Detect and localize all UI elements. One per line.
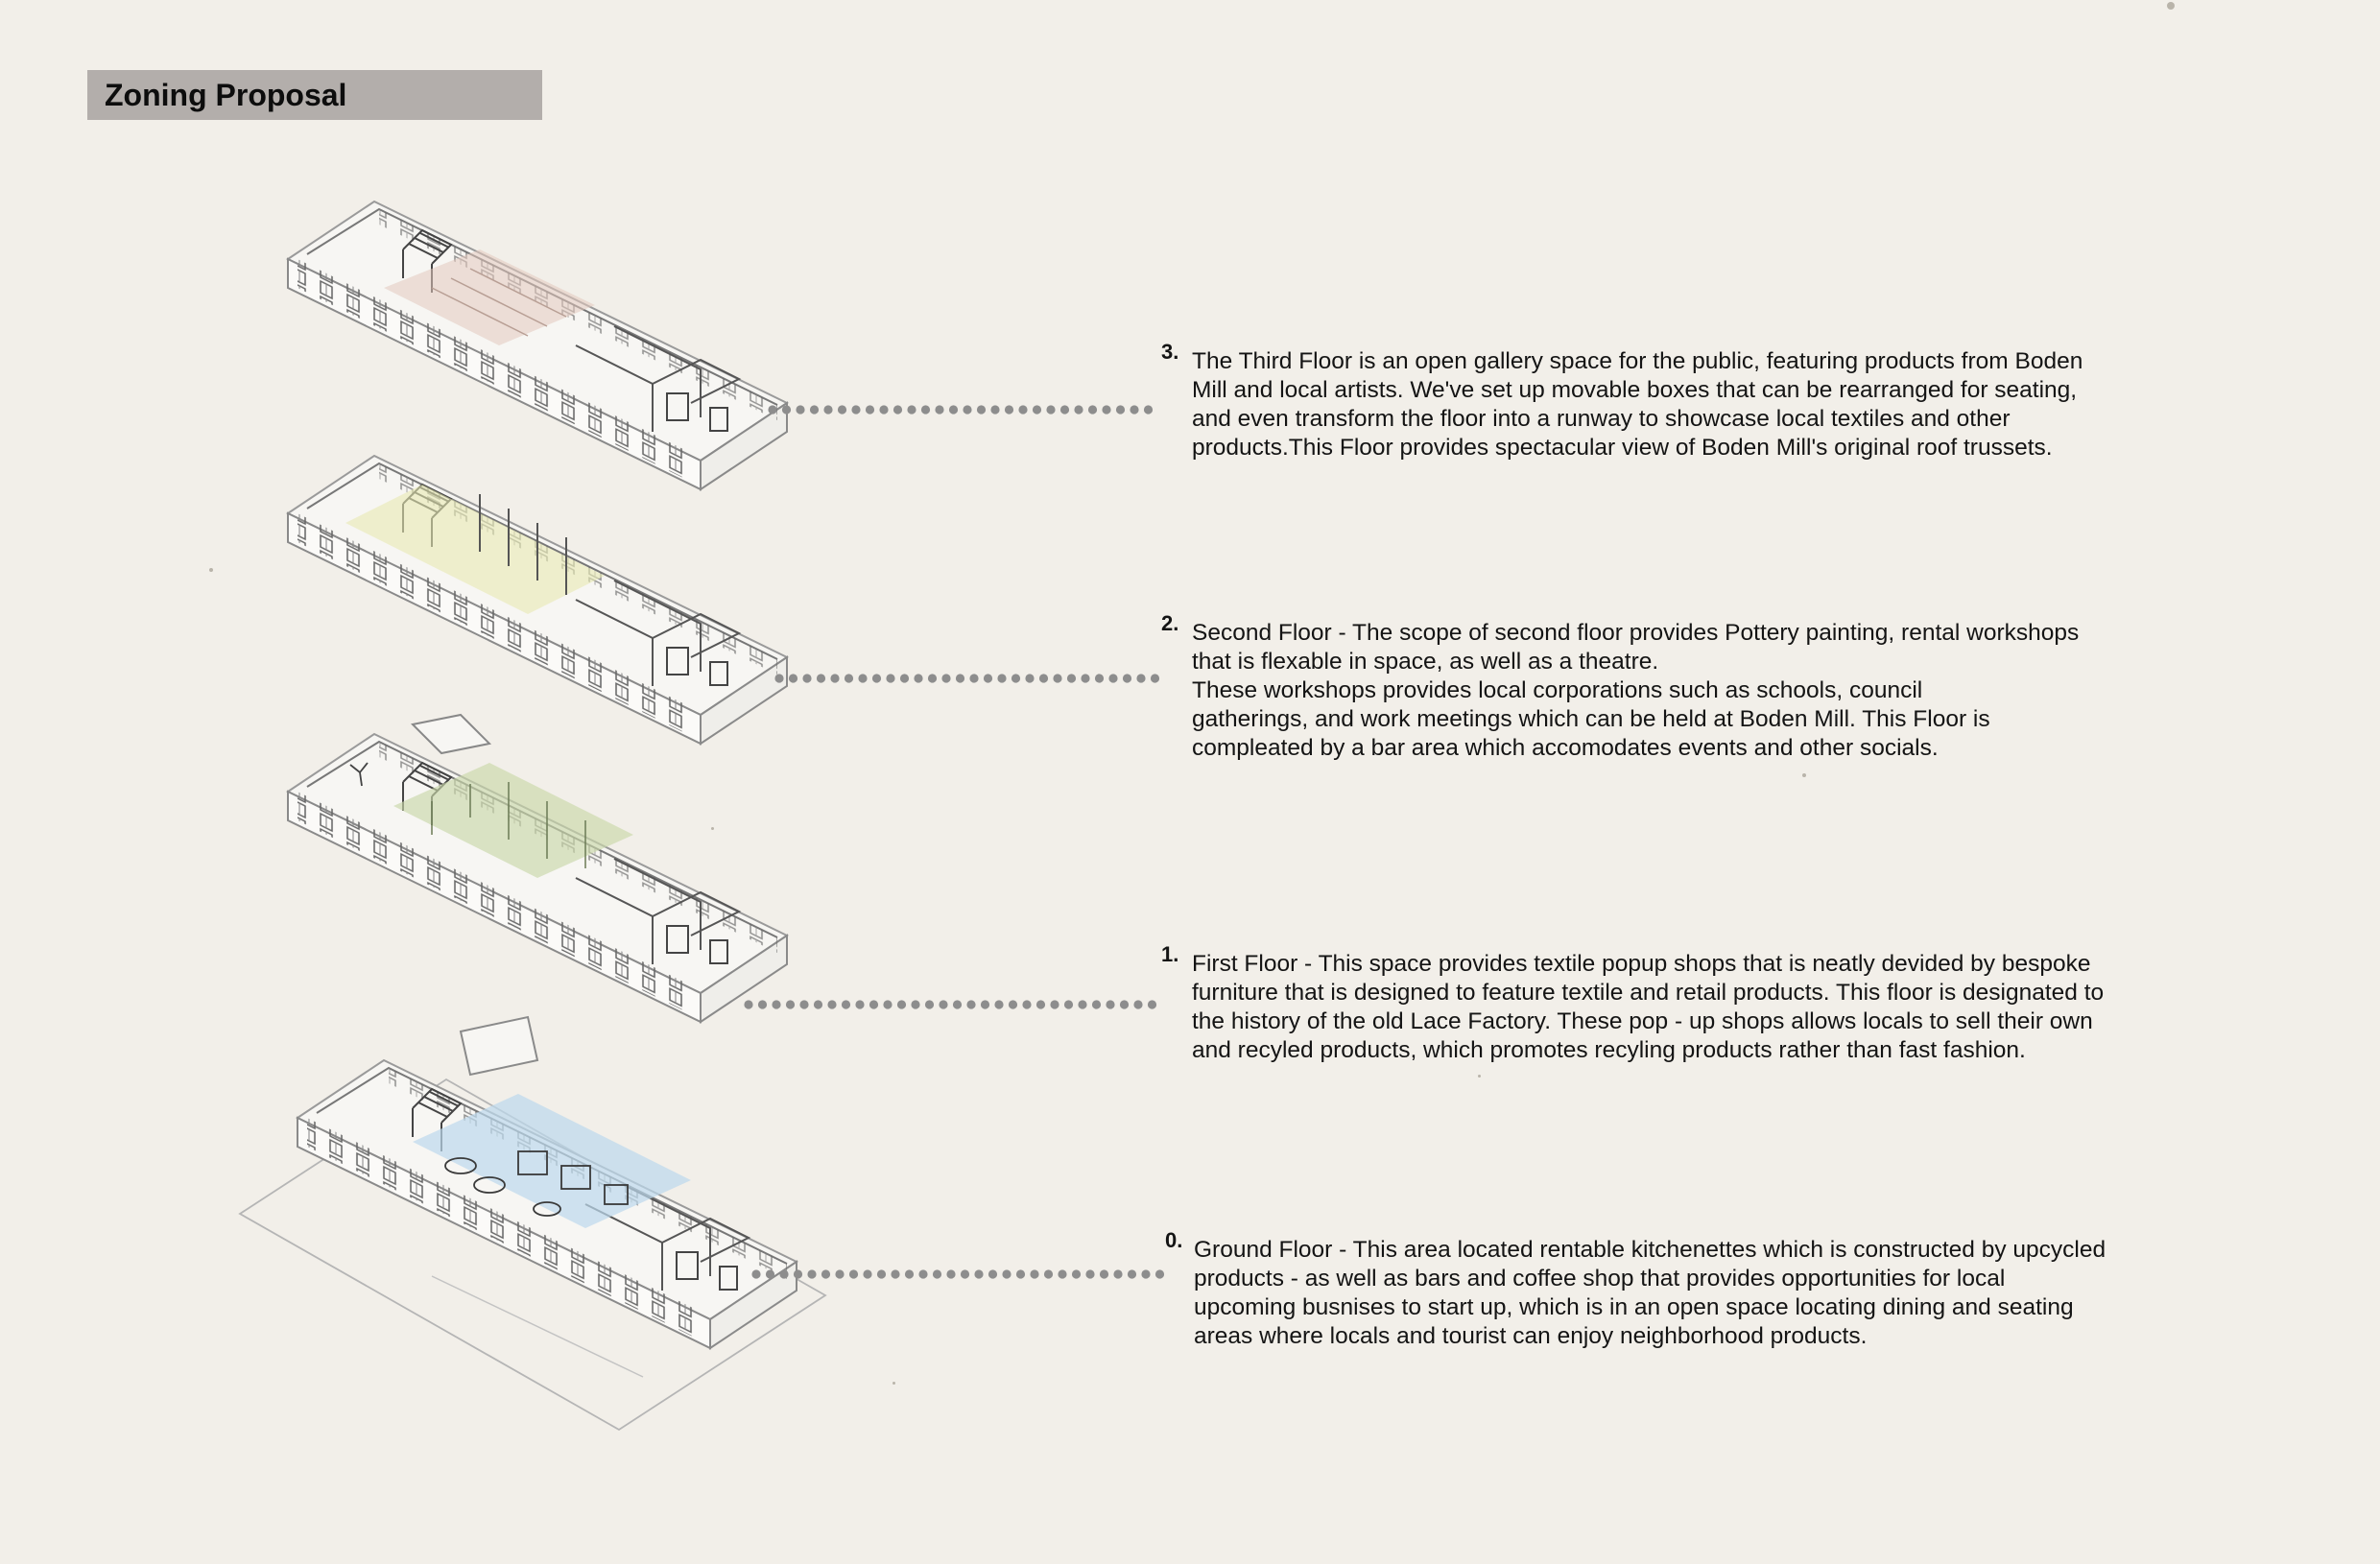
leader-dot <box>1067 674 1076 682</box>
third-floor-drawing <box>288 201 787 489</box>
leader-dot <box>956 674 964 682</box>
leader-dot <box>786 1000 795 1008</box>
leader-dot <box>845 674 853 682</box>
leader-dot <box>981 1000 989 1008</box>
leader-dot <box>1106 1000 1114 1008</box>
leader-dot <box>1128 1269 1136 1278</box>
leader-dot <box>1113 1269 1122 1278</box>
page-title: Zoning Proposal <box>105 77 347 112</box>
leader-dot <box>1141 1269 1150 1278</box>
leader-dot <box>977 405 986 414</box>
leader-dot <box>821 1269 830 1278</box>
leader-dot <box>974 1269 983 1278</box>
leader-dot <box>774 674 783 682</box>
leader-dot <box>941 674 950 682</box>
leader-dot <box>1012 674 1020 682</box>
third-floor-description: The Third Floor is an open gallery space for the public, featuring products from Boden Mill and local artists. We've set up movable boxes that can be rearranged for seating, and even transform the floor into a runway to showcase local textiles and other products.This Floor provides spectacular view of Boden Mill's original roof trussets. <box>1192 348 2083 461</box>
leader-dot <box>946 1269 955 1278</box>
leader-dot <box>830 674 839 682</box>
second-floor-description: Second Floor - The scope of second floor provides Pottery painting, rental workshops that is flexable in space, as well as a theatre. These workshops provides local corporations such as schools, council gatherings, and work meetings which can be held at Boden Mill. This Floor is compleated by a bar area which accomodates events and other socials. <box>1192 620 2080 761</box>
leader-dot <box>1039 674 1048 682</box>
leader-dot <box>1058 1269 1066 1278</box>
leader-dot <box>814 1000 822 1008</box>
leader-dot <box>933 1269 941 1278</box>
leader-dot <box>782 405 791 414</box>
ground-floor-number: 0. <box>1165 1228 1183 1252</box>
ground-floor-drawing <box>240 1017 825 1430</box>
leader-dot <box>1078 1000 1086 1008</box>
leader-dot <box>893 405 902 414</box>
leader-dot <box>1064 1000 1073 1008</box>
leader-dot <box>838 405 846 414</box>
leader-dot <box>988 1269 997 1278</box>
leader-dot <box>1120 1000 1129 1008</box>
leader-dot <box>877 1269 886 1278</box>
leader-dot <box>925 1000 934 1008</box>
leader-dot <box>963 405 971 414</box>
leader-dot <box>779 1269 788 1278</box>
leader-dot <box>817 674 825 682</box>
leader-dot <box>1016 1269 1025 1278</box>
leader-dot <box>1148 1000 1156 1008</box>
leader-dot <box>949 405 958 414</box>
leader-dot <box>796 405 804 414</box>
leader-dot <box>1009 1000 1017 1008</box>
leader-dot <box>918 1269 927 1278</box>
leader-dot <box>772 1000 780 1008</box>
second-floor-number: 2. <box>1161 611 1179 635</box>
third-floor-number: 3. <box>1161 340 1179 364</box>
leader-dot <box>842 1000 850 1008</box>
leader-dot <box>905 1269 914 1278</box>
leader-dot <box>966 1000 975 1008</box>
leader-dot <box>879 405 888 414</box>
leader-dot <box>961 1269 969 1278</box>
leader-dot <box>1108 674 1117 682</box>
leader-dot <box>953 1000 962 1008</box>
leader-dot <box>1100 1269 1108 1278</box>
leader-dot <box>807 1269 816 1278</box>
leader-dot <box>810 405 819 414</box>
leader-dot <box>1044 1269 1053 1278</box>
leader-dot <box>869 1000 878 1008</box>
leader-dot <box>990 405 999 414</box>
leader-dot <box>802 674 811 682</box>
leader-first-floor <box>744 1000 1156 1008</box>
second-floor-entry <box>1161 611 2188 763</box>
leader-dot <box>1025 674 1034 682</box>
leader-dot <box>1136 674 1145 682</box>
leader-dot <box>794 1269 802 1278</box>
leader-dot <box>1116 405 1125 414</box>
leader-dot <box>835 1269 844 1278</box>
leader-dot <box>751 1269 760 1278</box>
leader-dot <box>1095 674 1104 682</box>
leader-dot <box>768 405 776 414</box>
leader-dot <box>969 674 978 682</box>
first-floor-number: 1. <box>1161 942 1179 966</box>
second-floor-drawing <box>288 456 787 744</box>
leader-third-floor <box>768 405 1153 414</box>
leader-dot <box>1036 1000 1045 1008</box>
leader-dot <box>799 1000 808 1008</box>
leader-dot <box>1053 674 1061 682</box>
leader-dot <box>907 405 916 414</box>
leader-dot <box>1144 405 1153 414</box>
leader-dot <box>900 674 909 682</box>
leader-dot <box>872 674 881 682</box>
first-floor-drawing <box>288 715 787 1022</box>
leader-dot <box>914 674 922 682</box>
ground-floor-description: Ground Floor - This area located rentable kitchenettes which is constructed by upcycled products - as well as bars and coffee shop that provides opportunities for local upcoming busnises to start up, which is in an open space locating dining and seating areas where locals and tourist can enjoy neighborhood products. <box>1194 1237 2106 1349</box>
leader-dot <box>883 1000 892 1008</box>
leader-dot <box>1046 405 1055 414</box>
leader-dot <box>1002 1269 1011 1278</box>
leader-dot <box>984 674 992 682</box>
leader-lines <box>744 405 1164 1278</box>
leader-second-floor <box>774 674 1159 682</box>
leader-dot <box>1033 405 1041 414</box>
leader-dot <box>1085 1269 1094 1278</box>
leader-dot <box>994 1000 1003 1008</box>
leader-dot <box>1022 1000 1031 1008</box>
leader-dot <box>1050 1000 1059 1008</box>
leader-dot <box>1005 405 1013 414</box>
leader-dot <box>789 674 797 682</box>
leader-dot <box>827 1000 836 1008</box>
leader-dot <box>891 1269 899 1278</box>
leader-dot <box>1030 1269 1038 1278</box>
leader-dot <box>1151 674 1159 682</box>
leader-dot <box>1088 405 1097 414</box>
leader-dot <box>744 1000 752 1008</box>
leader-dot <box>849 1269 858 1278</box>
leader-ground-floor <box>751 1269 1164 1278</box>
leader-dot <box>1018 405 1027 414</box>
leader-dot <box>1074 405 1083 414</box>
leader-dot <box>935 405 943 414</box>
leader-dot <box>766 1269 774 1278</box>
leader-dot <box>886 674 894 682</box>
leader-dot <box>855 1000 864 1008</box>
leader-dot <box>866 405 874 414</box>
leader-dot <box>851 405 860 414</box>
leader-dot <box>758 1000 767 1008</box>
leader-dot <box>1092 1000 1101 1008</box>
leader-dot <box>1060 405 1069 414</box>
ground-floor-entry <box>1161 1228 2188 1351</box>
first-floor-entry <box>1161 942 2188 1065</box>
leader-dot <box>897 1000 906 1008</box>
leader-dot <box>1130 405 1138 414</box>
leader-dot <box>858 674 867 682</box>
first-floor-description: First Floor - This space provides textile popup shops that is neatly devided by bespoke furniture that is designed to feature textile and retail products. This floor is designated to the history of the old Lace Factory. These pop - up shops allows locals to sell their own and recyled products, which promotes recyling products rather than fast fashion. <box>1192 951 2105 1063</box>
leader-dot <box>1081 674 1089 682</box>
leader-dot <box>911 1000 919 1008</box>
third-floor-entry <box>1161 340 2188 462</box>
leader-dot <box>939 1000 947 1008</box>
leader-dot <box>921 405 930 414</box>
leader-dot <box>997 674 1006 682</box>
leader-dot <box>1072 1269 1081 1278</box>
leader-dot <box>823 405 832 414</box>
leader-dot <box>928 674 937 682</box>
leader-dot <box>1102 405 1110 414</box>
leader-dot <box>1133 1000 1142 1008</box>
leader-dot <box>1123 674 1131 682</box>
leader-dot <box>863 1269 871 1278</box>
